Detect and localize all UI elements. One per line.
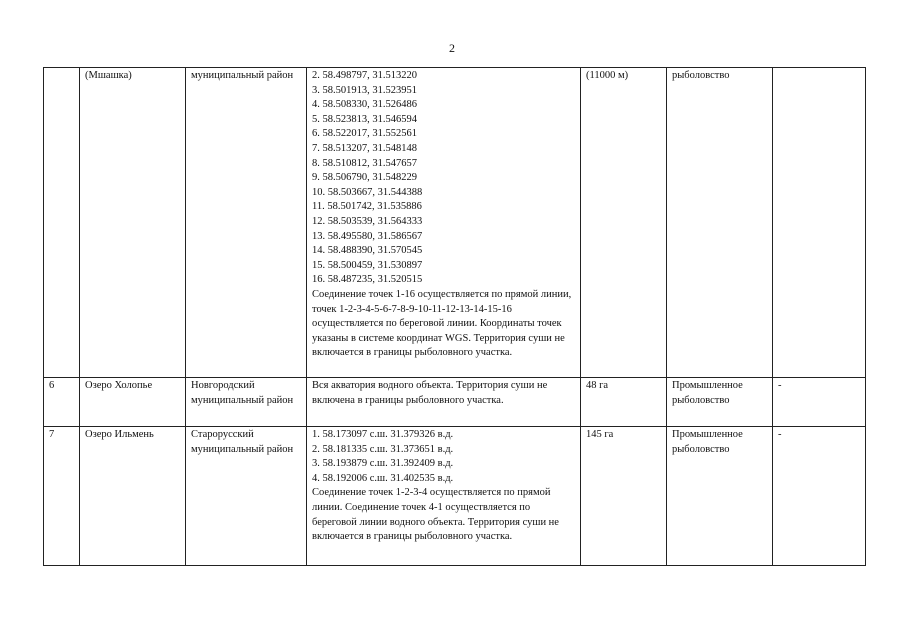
coordinate-point: 3. 58.193879 с.ш. 31.392409 в.д. <box>312 458 454 470</box>
boundary-text: Соединение точек 1-16 осуществляется по прямой линии, точек 1-2-3-4-5-6-7-8-9-10-11-12-13-14-15-16 осуществляется по береговой линии. Координаты точек указаны в системе координат WGS. Территория суши не включается в границы рыболовного участка. <box>312 288 572 359</box>
coordinate-point: 15. 58.500459, 31.530897 <box>312 259 423 271</box>
district-name: Старорусский муниципальный район <box>186 427 307 566</box>
coordinate-point: 9. 58.506790, 31.548229 <box>312 172 417 184</box>
note-cell <box>773 68 866 378</box>
coordinate-point: 4. 58.508330, 31.526486 <box>312 99 417 111</box>
coordinate-point: 12. 58.503539, 31.564333 <box>312 215 423 227</box>
district-name: муниципальный район <box>186 68 307 378</box>
boundary-text: Вся акватория водного объекта. Территория суши не включена в границы рыболовного участка. <box>312 380 548 406</box>
boundary-description <box>307 427 581 566</box>
water-body-name: Озеро Холопье <box>80 378 186 427</box>
page-number: 2 <box>449 41 455 55</box>
water-body-name: (Мшашка) <box>80 68 186 378</box>
coordinate-point: 14. 58.488390, 31.570545 <box>312 245 423 257</box>
note-cell: - <box>773 427 866 566</box>
boundary-text: Соединение точек 1-2-3-4 осуществляется по прямой линии. Соединение точек 4-1 осуществляется по береговой линии водного объекта. Территория суши не включается в границы рыболовного участка. <box>312 487 559 543</box>
boundary-description <box>307 68 581 378</box>
coordinate-point: 3. 58.501913, 31.523951 <box>312 84 417 96</box>
coordinate-point: 2. 58.498797, 31.513220 <box>312 70 417 81</box>
coordinate-point: 13. 58.495580, 31.586567 <box>312 230 423 242</box>
fishing-type: рыболовство <box>667 68 773 378</box>
area-value: 48 га <box>581 378 667 427</box>
fishing-type: Промышленное рыболовство <box>667 378 773 427</box>
coordinate-point: 7. 58.513207, 31.548148 <box>312 142 417 154</box>
water-body-name: Озеро Ильмень <box>80 427 186 566</box>
coordinate-point: 11. 58.501742, 31.535886 <box>312 201 422 213</box>
coordinate-point: 6. 58.522017, 31.552561 <box>312 128 417 140</box>
coordinate-point: 16. 58.487235, 31.520515 <box>312 274 423 286</box>
fishing-type: Промышленное рыболовство <box>667 427 773 566</box>
district-name: Новгородский муниципальный район <box>186 378 307 427</box>
table-row <box>44 427 866 566</box>
coordinate-point: 2. 58.181335 с.ш. 31.373651 в.д. <box>312 443 454 455</box>
row-number: 7 <box>44 427 80 566</box>
coordinate-point: 10. 58.503667, 31.544388 <box>312 186 423 198</box>
area-value: 145 га <box>581 427 667 566</box>
coordinate-point: 1. 58.173097 с.ш. 31.379326 в.д. <box>312 429 454 440</box>
row-number <box>44 68 80 378</box>
area-value: (11000 м) <box>581 68 667 378</box>
note-cell: - <box>773 378 866 427</box>
coordinate-point: 5. 58.523813, 31.546594 <box>312 113 417 125</box>
boundary-description <box>307 378 581 427</box>
row-number: 6 <box>44 378 80 427</box>
coordinate-point: 8. 58.510812, 31.547657 <box>312 157 417 169</box>
table-row <box>44 378 866 427</box>
fishing-areas-table <box>43 67 866 566</box>
coordinate-point: 4. 58.192006 с.ш. 31.402535 в.д. <box>312 472 454 484</box>
table-row <box>44 68 866 378</box>
